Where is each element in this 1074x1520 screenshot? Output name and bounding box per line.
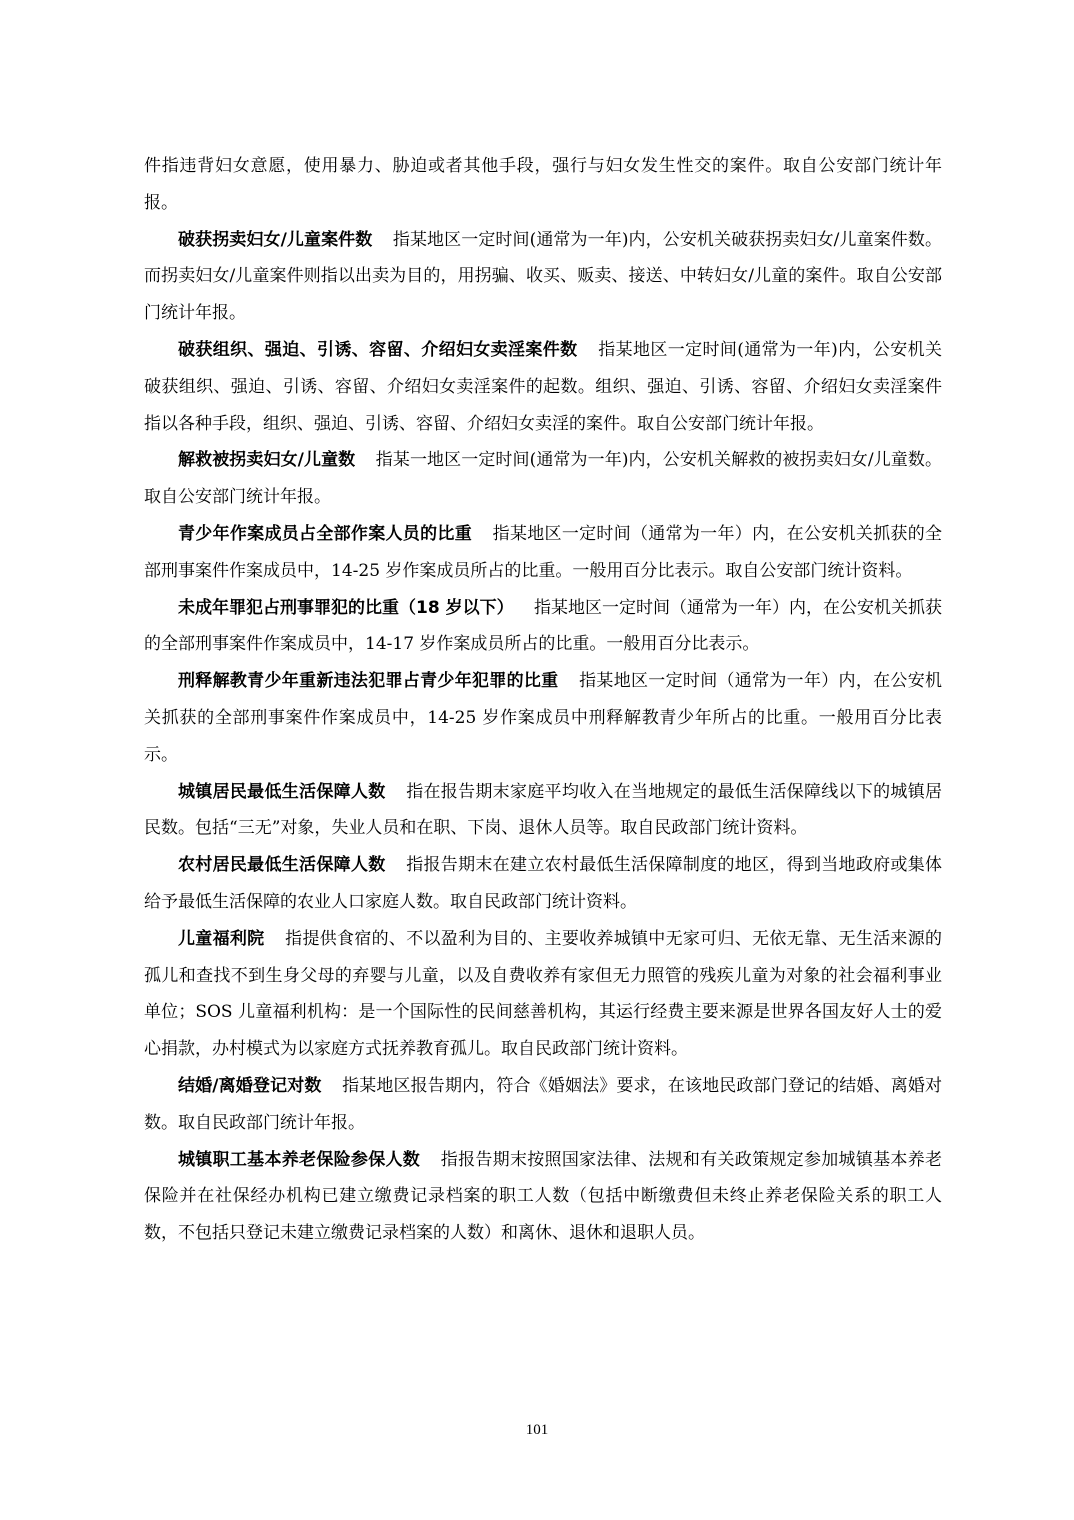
definition-paragraph bbox=[144, 516, 942, 590]
definition-text: 指某地区一定时间(通常为一年)内，公安机关破获拐卖妇女/儿童案件数。而拐卖妇女/儿童案件则指以出卖为目的，用拐骗、收买、贩卖、接送、中转妇女/儿童的案件。取自公安部门统计年报。 bbox=[144, 229, 942, 324]
definition-term: 未成年罪犯占刑事罪犯的比重（18 岁以下） bbox=[178, 597, 514, 618]
definition-text: 指提供食宿的、不以盈利为目的、主要收养城镇中无家可归、无依无靠、无生活来源的孤儿和查找不到生身父母的弃婴与儿童，以及自费收养有家但无力照管的残疾儿童为对象的社会福利事业单位；SOS 儿童福利机构：是一个国际性的民间慈善机构，其运行经费主要来源是世界各国友好人士的爱心捐款，办村模式为以家庭方式抚养教育孤儿。取自民政部门统计资料。 bbox=[144, 928, 943, 1060]
definition-term: 刑释解教青少年重新违法犯罪占青少年犯罪的比重 bbox=[178, 671, 559, 692]
definition-text: 指在报告期末家庭平均收入在当地规定的最低生活保障线以下的城镇居民数。包括“三无”对象，失业人员和在职、下岗、退休人员等。取自民政部门统计资料。 bbox=[144, 781, 943, 839]
definition-term: 城镇职工基本养老保险参保人数 bbox=[178, 1149, 421, 1170]
definition-paragraph bbox=[144, 774, 942, 848]
definition-term: 结婚/离婚登记对数 bbox=[178, 1075, 322, 1096]
paragraph-text: 件指违背妇女意愿，使用暴力、胁迫或者其他手段，强行与妇女发生性交的案件。取自公安部门统计年报。 bbox=[144, 156, 942, 213]
definition-paragraph bbox=[144, 222, 942, 332]
definition-text: 指某地区一定时间（通常为一年）内，在公安机关抓获的全部刑事案件作案成员中，14-17 岁作案成员所占的比重。一般用百分比表示。 bbox=[144, 597, 943, 655]
definition-text: 指某地区一定时间（通常为一年）内，在公安机关抓获的全部刑事案件作案成员中，14-25 岁作案成员中刑释解教青少年所占的比重。一般用百分比表示。 bbox=[144, 671, 943, 765]
definition-paragraph bbox=[144, 332, 942, 442]
definition-term: 城镇居民最低生活保障人数 bbox=[178, 781, 386, 802]
definition-paragraph bbox=[144, 847, 942, 921]
definition-term: 青少年作案成员占全部作案人员的比重 bbox=[178, 523, 472, 544]
definition-term: 农村居民最低生活保障人数 bbox=[178, 855, 386, 876]
definition-paragraph bbox=[144, 1068, 942, 1142]
definition-term: 儿童福利院 bbox=[178, 928, 265, 949]
definition-text: 指报告期末在建立农村最低生活保障制度的地区，得到当地政府或集体给予最低生活保障的农业人口家庭人数。取自民政部门统计资料。 bbox=[144, 855, 943, 912]
definition-term: 破获拐卖妇女/儿童案件数 bbox=[178, 229, 373, 250]
definition-text: 指某地区报告期内，符合《婚姻法》要求，在该地民政部门登记的结婚、离婚对数。取自民政部门统计年报。 bbox=[144, 1075, 943, 1133]
definition-paragraph bbox=[144, 442, 942, 516]
page-number: 101 bbox=[525, 1422, 549, 1438]
definition-text: 指某地区一定时间(通常为一年)内，公安机关破获组织、强迫、引诱、容留、介绍妇女卖淫案件的起数。组织、强迫、引诱、容留、介绍妇女卖淫案件指以各种手段，组织、强迫、引诱、容留、介绍妇女卖淫的案件。取自公安部门统计年报。 bbox=[144, 339, 943, 434]
definition-paragraph bbox=[144, 590, 942, 664]
definition-paragraph bbox=[144, 1142, 942, 1252]
definition-text: 指某地区一定时间（通常为一年）内，在公安机关抓获的全部刑事案件作案成员中，14-25 岁作案成员所占的比重。一般用百分比表示。取自公安部门统计资料。 bbox=[144, 523, 942, 581]
definition-term: 破获组织、强迫、引诱、容留、介绍妇女卖淫案件数 bbox=[178, 339, 578, 360]
definition-paragraph bbox=[144, 663, 942, 773]
definition-paragraph bbox=[144, 921, 942, 1068]
definition-text: 指报告期末按照国家法律、法规和有关政策规定参加城镇基本养老保险并在社保经办机构已建立缴费记录档案的职工人数（包括中断缴费但未终止养老保险关系的职工人数，不包括只登记未建立缴费记录档案的人数）和离休、退休和退职人员。 bbox=[144, 1149, 943, 1244]
definition-term: 解救被拐卖妇女/儿童数 bbox=[178, 450, 356, 471]
definition-text: 指某一地区一定时间(通常为一年)内，公安机关解救的被拐卖妇女/儿童数。取自公安部门统计年报。 bbox=[144, 450, 942, 508]
document-body bbox=[144, 148, 942, 1252]
paragraph-continuation bbox=[144, 148, 942, 222]
